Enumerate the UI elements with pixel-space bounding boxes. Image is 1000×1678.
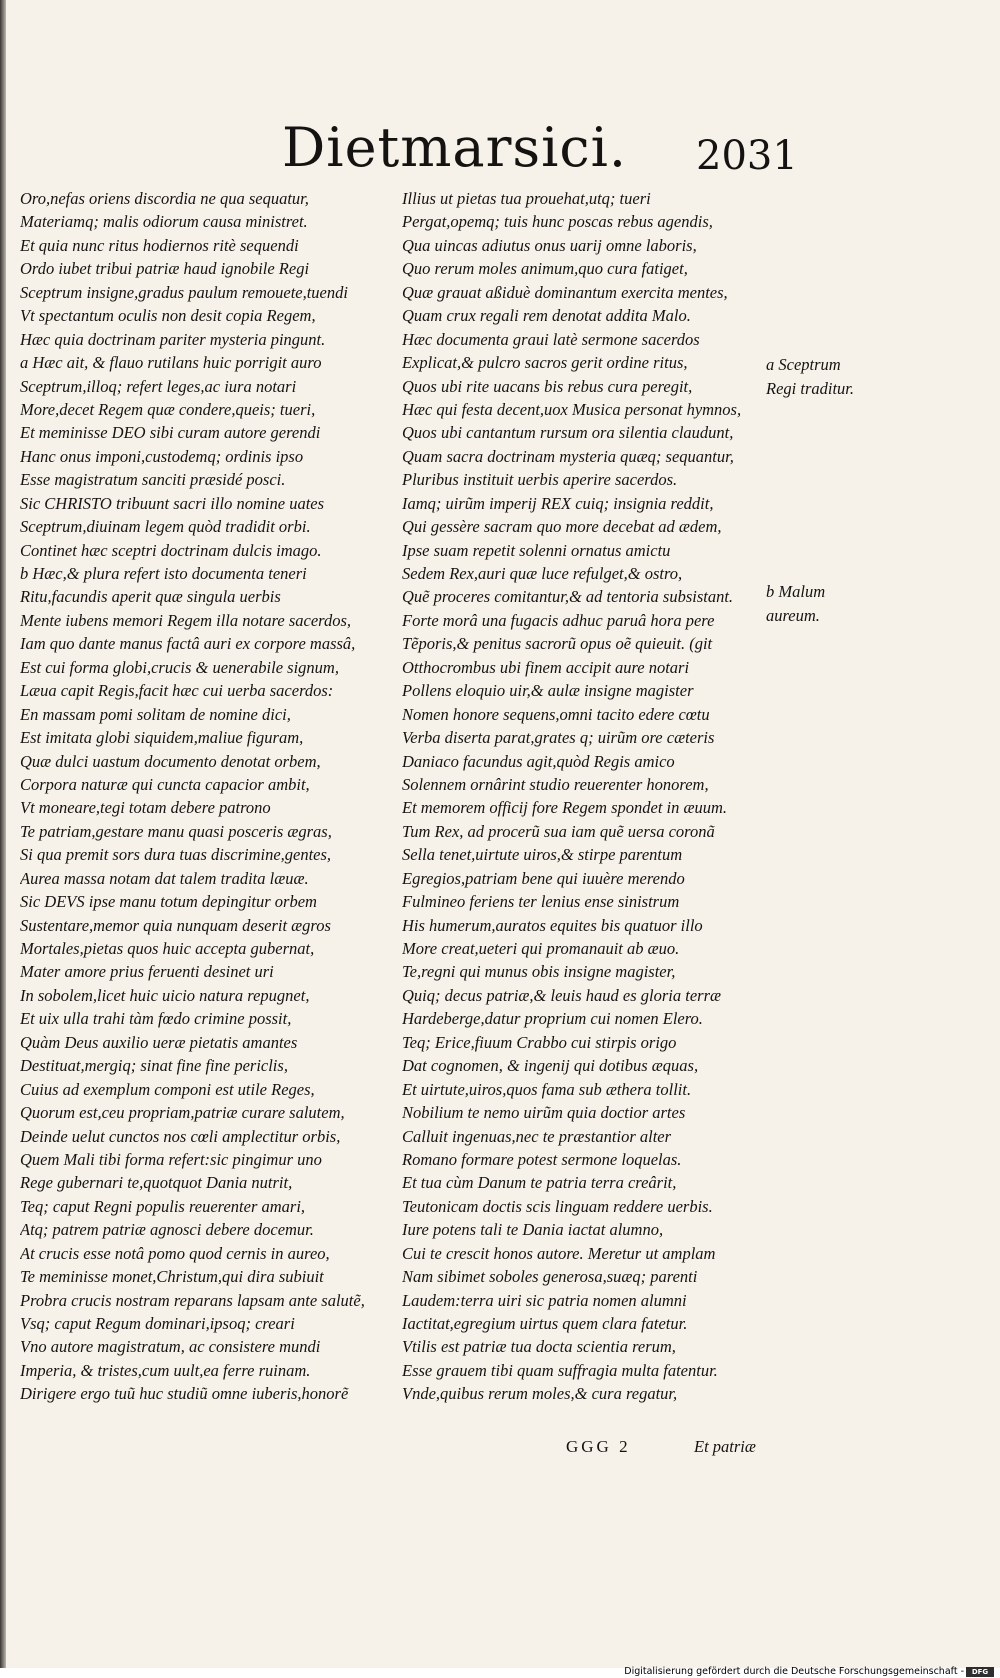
text-line: Mater amore prius feruenti desinet uri (20, 962, 274, 982)
catchword: Et patriæ (694, 1437, 756, 1456)
text-line: Egregios,patriam bene qui iuuère merendo (402, 868, 685, 888)
text-line: More,decet Regem quæ condere,queis; tueri, (20, 399, 316, 419)
signature-mark: GGG 2 (566, 1437, 631, 1456)
text-line: En massam pomi solitam de nomine dici, (20, 704, 291, 724)
text-line: Qua uincas adiutus onus uarij omne laboris, (402, 235, 697, 255)
text-line: Læua capit Regis,facit hæc cui uerba sacerdos: (20, 681, 334, 701)
margin-note-a-line2: Regi traditur. (766, 379, 855, 398)
text-line: Verba diserta parat,grates q; uirũm ore cæteris (402, 728, 715, 748)
text-line: Si qua premit sors dura tuas discrimine,gentes, (20, 845, 332, 865)
text-line: Quẽ proceres comitantur,& ad tentoria subsistant. (402, 587, 734, 607)
text-line: Quem Mali tibi forma refert:sic pingimur uno (20, 1149, 322, 1169)
text-line: Corpora naturæ qui cuncta capacior ambit, (20, 774, 310, 794)
text-line: Iactitat,egregium uirtus quem clara fatetur. (402, 1314, 688, 1333)
text-line: Sella tenet,uirtute uiros,& stirpe parentum (402, 845, 683, 865)
text-line: Quæ grauat aßiduè dominantum exercita mentes, (402, 282, 728, 302)
text-line: Nomen honore sequens,omni tacito edere cœtu (402, 704, 710, 724)
text-line: Cuius ad exemplum componi est utile Reges, (20, 1079, 315, 1099)
text-line: Vnde,quibus rerum moles,& cura regatur, (402, 1384, 678, 1404)
text-line: Hardeberge,datur proprium cui nomen Elero. (402, 1009, 703, 1029)
text-line: Fulmineo feriens ter lenius ense sinistrum (402, 892, 680, 912)
margin-note-a-line1: a Sceptrum (766, 355, 841, 374)
text-line: Vno autore magistratum, ac consistere mundi (20, 1337, 321, 1357)
text-line: b Hæc,& plura refert isto documenta teneri (20, 564, 307, 583)
digitization-credit: Digitalisierung gefördert durch die Deutsche Forschungsgemeinschaft - (624, 1666, 964, 1677)
text-line: Sceptrum insigne,gradus paulum remouete,tuendi (20, 282, 348, 302)
text-line: Explicat,& pulcro sacros gerit ordine ritus, (402, 353, 688, 373)
text-line: His humerum,auratos equites bis quatuor illo (402, 915, 703, 935)
text-line: Pollens eloquio uir,& aulæ insigne magister (402, 681, 694, 701)
text-line: In sobolem,licet huic uicio natura repugnet, (20, 985, 310, 1005)
margin-note-b-line1: b Malum (766, 582, 826, 601)
text-line: Esse magistratum sanciti præsidé posci. (20, 470, 286, 490)
text-line: Te patriam,gestare manu quasi posceris ægras, (20, 821, 332, 841)
left-text-column (20, 187, 390, 1406)
text-line: Vtilis est patriæ tua docta scientia rerum, (402, 1337, 676, 1357)
text-line: Sedem Rex,auri quæ luce refulget,& ostro, (402, 564, 683, 583)
text-line: Ipse suam repetit solenni ornatus amictu (402, 540, 671, 560)
text-line: Te meminisse monet,Christum,qui dira subiuit (20, 1267, 324, 1287)
text-line: Continet hæc sceptri doctrinam dulcis imago. (20, 540, 322, 560)
text-line: Teq; Erice,fiuum Crabbo cui stirpis origo (402, 1032, 677, 1052)
text-line: Sustentare,memor quia nunquam deserit ægros (20, 915, 331, 935)
text-line: Dirigere ergo tuũ huc studiũ omne iuberis,honorẽ (20, 1384, 349, 1404)
text-line: Et memorem officij fore Regem spondet in æuum. (402, 798, 728, 818)
text-line: Quiq; decus patriæ,& leuis haud es gloria terræ (402, 985, 721, 1005)
right-text-column (402, 187, 778, 1406)
text-line: Quàm Deus auxilio ueræ pietatis amantes (20, 1032, 298, 1052)
text-line: Atq; patrem patriæ agnosci debere docemur. (20, 1220, 314, 1240)
text-line: Pluribus instituit uerbis aperire sacerdos. (402, 470, 678, 490)
text-line: Iam quo dante manus factâ auri ex corpore massâ, (20, 634, 356, 654)
text-line: Deinde uelut cunctos nos cœli amplectitur orbis, (20, 1126, 341, 1146)
margin-note-sceptrum (766, 353, 854, 401)
text-line: Quorum est,ceu propriam,patriæ curare salutem, (20, 1103, 345, 1123)
text-line: Et uirtute,uiros,quos fama sub æthera tollit. (402, 1079, 692, 1099)
text-line: Quo rerum moles animum,quo cura fatiget, (402, 259, 688, 279)
text-line: Illius ut pietas tua prouehat,utq; tueri (402, 189, 651, 208)
text-line: Et meminisse DEO sibi curam autore gerendi (20, 423, 321, 443)
text-line: Sceptrum,diuinam legem quòd tradidit orbi. (20, 517, 311, 537)
text-line: Destituat,mergiq; sinat fine fine periclis, (20, 1056, 288, 1076)
text-line: Quam crux regali rem denotat addita Malo. (402, 306, 691, 326)
text-line: Iamq; uirũm imperij REX cuiq; insignia reddit, (402, 493, 714, 513)
text-line: Teutonicam doctis scis linguam reddere uerbis. (402, 1196, 713, 1216)
text-line: Hæc quia doctrinam pariter mysteria pingunt. (20, 329, 326, 349)
text-line: Dat cognomen, & ingenij qui dotibus æquas, (402, 1056, 699, 1076)
text-line: Romano formare potest sermone loquelas. (402, 1149, 682, 1169)
text-line: More creat,ueteri qui promanauit ab æuo. (402, 939, 680, 958)
text-line: Vt spectantum oculis non desit copia Regem, (20, 306, 316, 326)
text-line: a Hæc ait, & flauo rutilans huic porrigit auro (20, 353, 322, 373)
margin-note-malum (766, 580, 825, 628)
text-line: Et uix ulla trahi tàm fœdo crimine possit, (20, 1009, 292, 1029)
dfg-logo: DFG (966, 1667, 994, 1677)
text-line: Sceptrum,illoq; refert leges,ac iura notari (20, 376, 297, 396)
text-line: Iure potens tali te Dania iactat alumno, (402, 1220, 664, 1240)
running-title: Dietmarsici. (282, 116, 628, 179)
text-line: Ordo iubet tribui patriæ haud ignobile Regi (20, 259, 310, 279)
text-line: Vsq; caput Regum dominari,ipsoq; creari (20, 1314, 295, 1333)
text-line: Et tua cùm Danum te patria terra creârit, (402, 1173, 677, 1193)
text-line: Ritu,facundis aperit quæ singula uerbis (20, 587, 281, 607)
text-line: Quæ dulci uastum documento denotat orbem, (20, 751, 321, 771)
text-line: Nobilium te nemo uirũm quia doctior artes (402, 1103, 686, 1123)
text-line: Nam sibimet soboles generosa,suæq; parenti (402, 1267, 698, 1287)
text-line: Hæc documenta graui latè sermone sacerdos (402, 329, 700, 349)
text-line: Materiamq; malis odiorum causa ministret. (20, 212, 308, 232)
text-line: Daniaco facundus agit,quòd Regis amico (402, 751, 675, 771)
page-number: 2031 (696, 133, 798, 179)
text-line: Te,regni qui munus obis insigne magister, (402, 962, 676, 982)
text-line: Sic CHRISTO tribuunt sacri illo nomine uates (20, 493, 325, 513)
text-line: Tẽporis,& penitus sacrorũ opus oẽ quieuit. (git (402, 634, 713, 654)
text-line: Est cui forma globi,crucis & uenerabile signum, (20, 657, 339, 677)
text-line: Otthocrombus ubi finem accipit aure notari (402, 657, 690, 677)
text-line: Mente iubens memori Regem illa notare sacerdos, (20, 610, 351, 630)
text-line: Esse grauem tibi quam suffragia multa fatentur. (402, 1360, 718, 1380)
text-line: Vt moneare,tegi totam debere patrono (20, 798, 271, 818)
paper-sheet (6, 0, 1000, 1668)
text-line: Quos ubi cantantum rursum ora silentia claudunt, (402, 423, 734, 443)
text-line: Quam sacra doctrinam mysteria quæq; sequantur, (402, 446, 734, 466)
text-line: Sic DEVS ipse manu totum depingitur orbem (20, 892, 317, 912)
text-line: Hæc qui festa decent,uox Musica personat hymnos, (402, 399, 742, 419)
text-line: Probra crucis nostram reparans lapsam ante salutẽ, (20, 1290, 365, 1310)
text-line: Solennem ornârint studio reuerenter honorem, (402, 774, 709, 794)
text-line: Aurea massa notam dat talem tradita læuæ. (20, 868, 309, 888)
text-line: Oro,nefas oriens discordia ne qua sequatur, (20, 189, 309, 208)
text-line: Calluit ingenuas,nec te præstantior alter (402, 1126, 672, 1146)
margin-note-b-line2: aureum. (766, 606, 820, 625)
text-line: Forte morâ una fugacis adhuc paruâ hora pere (402, 610, 715, 630)
text-line: Tum Rex, ad procerũ sua iam quẽ uersa coronã (402, 821, 715, 841)
text-line: Qui gessère sacram quo more decebat ad ædem, (402, 517, 722, 537)
text-line: Quos ubi rite uacans bis rebus cura peregit, (402, 376, 693, 396)
text-line: Imperia, & tristes,cum uult,ea ferre ruinam. (20, 1360, 311, 1380)
text-line: Laudem:terra uiri sic patria nomen alumni (402, 1290, 687, 1310)
text-line: Cui te crescit honos autore. Meretur ut amplam (402, 1243, 716, 1263)
text-line: Pergat,opemq; tuis hunc poscas rebus agendis, (402, 212, 713, 232)
text-line: Mortales,pietas quos huic accepta gubernat, (20, 939, 315, 958)
text-line: Et quia nunc ritus hodiernos ritè sequendi (20, 235, 299, 255)
text-line: At crucis esse notâ pomo quod cernis in aureo, (20, 1243, 330, 1263)
text-line: Est imitata globi siquidem,maliue figuram, (20, 728, 304, 748)
text-line: Rege gubernari te,quotquot Dania nutrit, (20, 1173, 293, 1193)
text-line: Teq; caput Regni populis reuerenter amari, (20, 1196, 306, 1216)
text-line: Hanc onus imponi,custodemq; ordinis ipso (20, 446, 304, 466)
